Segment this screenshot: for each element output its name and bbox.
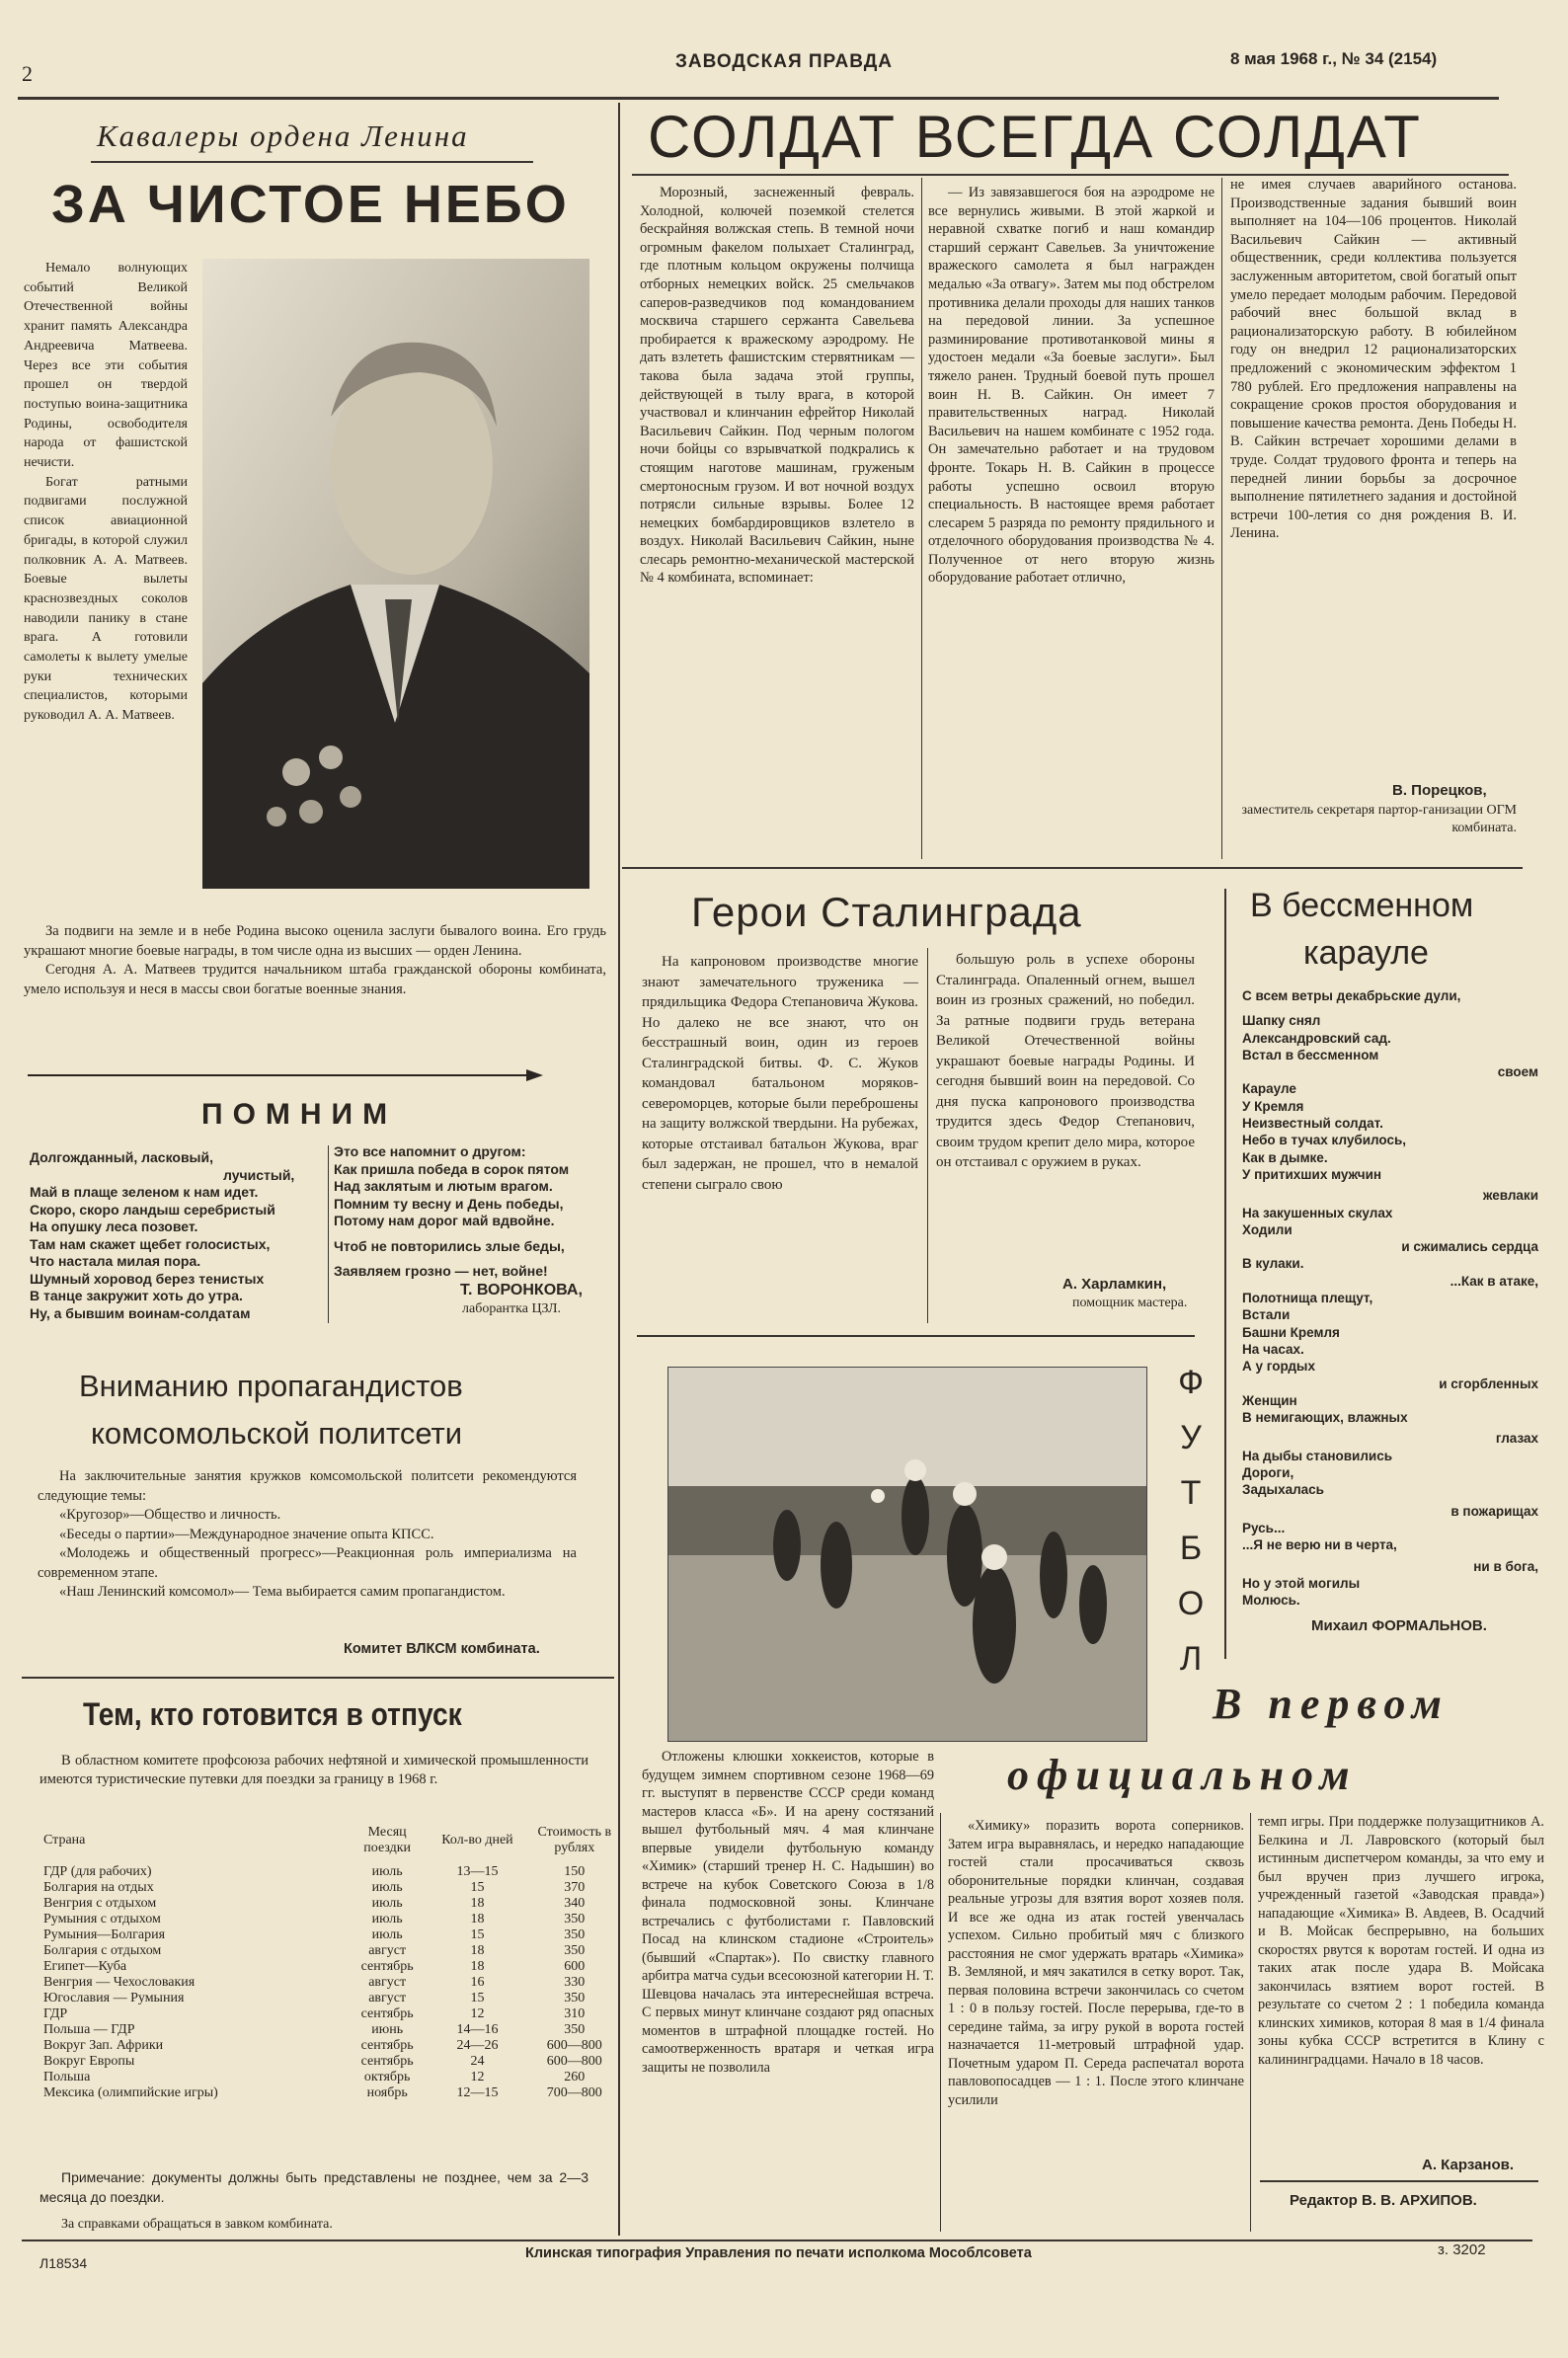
footer-rule	[22, 2240, 1532, 2241]
poem-line: Молюсь.	[1242, 1593, 1300, 1609]
table-row	[39, 2054, 628, 2070]
football-photo	[667, 1367, 1147, 1742]
poem1-author: Т. ВОРОНКОВА,	[460, 1282, 583, 1298]
table-cell-month: сентябрь	[360, 2054, 414, 2069]
table-cell-country: Вокруг Европы	[43, 2054, 135, 2069]
table-row	[39, 1880, 628, 1896]
poem-line: С всем ветры декабрьские дули,	[1242, 988, 1461, 1003]
table-cell-month: июль	[371, 1912, 403, 1926]
football-author: А. Карзанов.	[1422, 2157, 1515, 2173]
poem-line: Шумный хоровод берез тенистых	[30, 1270, 265, 1287]
table-row	[39, 1896, 628, 1912]
table-cell-month: июль	[371, 1927, 403, 1942]
table-cell-cost: 350	[564, 1991, 586, 2005]
table-cell-month: август	[368, 1943, 407, 1958]
propaganda-intro: На заключительные занятия кружков комсомольской политсети рекомендуются следующие темы:	[38, 1468, 577, 1504]
poem-line: Встали	[1242, 1307, 1291, 1323]
propaganda-topic: «Молодежь и общественный прогресс»—Реакционная роль империализма на современном этапе.	[38, 1545, 577, 1581]
poem-line: Это все напомнит о другом:	[334, 1143, 526, 1159]
table-cell-days: 12	[470, 2006, 485, 2021]
table-cell-country: Венгрия с отдыхом	[43, 1896, 157, 1911]
header-issue-date: 8 мая 1968 г., № 34 (2154)	[1230, 49, 1438, 68]
poem-line: Дороги,	[1242, 1465, 1294, 1481]
football-title-line2: официальном	[1007, 1751, 1358, 1799]
article1-para3: За подвиги на земле и в небе Родина высоко оценила заслуги бывалого воина. Его грудь украшают многие боевые награды, в том числе одна из высших — орден Ленина.	[24, 923, 606, 959]
table-row	[39, 1991, 628, 2006]
table-cell-month: ноябрь	[366, 2085, 408, 2100]
soldier-author: В. Порецков,	[1392, 782, 1487, 799]
table-cell-days: 24—26	[456, 2038, 499, 2053]
poem-line: Женщин	[1242, 1392, 1297, 1408]
table-row	[39, 1927, 628, 1943]
table-cell-days: 18	[470, 1896, 485, 1911]
table-cell-cost: 600—800	[546, 2038, 602, 2053]
vacation-note-text	[39, 2168, 588, 2208]
poem-line: Долгожданный, ласковый,	[30, 1149, 214, 1165]
heroes-author-role: помощник мастера.	[1072, 1296, 1188, 1310]
table-row	[39, 2085, 628, 2101]
section-divider	[22, 1677, 614, 1679]
propaganda-topic: «Беседы о партии»—Международное значение опыта КПСС.	[59, 1526, 434, 1542]
football-vertical-letter: Л	[1179, 1640, 1203, 1678]
football-vertical-letter: Т	[1180, 1474, 1202, 1512]
poem-line: Задыхалась	[1242, 1482, 1324, 1498]
table-cell-country: Вокруг Зап. Африки	[43, 2038, 164, 2053]
poem-line	[1242, 1004, 1538, 1012]
poem-line: ни в бога,	[1473, 1558, 1538, 1574]
table-header-days: Кол-во дней	[441, 1833, 513, 1847]
editor-rule	[1260, 2180, 1538, 2182]
kicker-underline	[91, 161, 533, 163]
poem-line: На опушку леса позовет.	[30, 1218, 198, 1234]
section-arrow	[28, 1068, 543, 1082]
poem-line: Башни Кремля	[1242, 1324, 1340, 1340]
soldier-col1: Морозный, заснеженный февраль. Холодной, колючей поземкой стелется бескрайняя волжская степь. В темной ночи огромным факелом полыхает Сталинград, где плотным кольцом окружены полчища отборных немецких войск. 25 смельчаков саперов-разведчиков под командованием москвича старшего сержанта Савельева пробирается к вражескому аэродрому. Не дать взлететь фашистским стервятникам — такова была задача этой группы, действующей в тылу врага, в которой участвовал и клинчанин ефрейтор Николай Васильевич Сайкин. Под черным пологом ночи бойцы со взрывчаткой подкрались к стоящим наготове машинам, груженым смертоносным грузом. И вот ночной воздух потрясли сильные взрывы. Более 12 немецких бомбардировщиков взлетело в воздух. Николай Васильевич Сайкин, ныне слесарь ремонтно-механической мастерской № 4 комбината, вспоминает:	[640, 185, 914, 587]
table-cell-month: август	[368, 1991, 407, 2005]
table-cell-country: Румыния с отдыхом	[43, 1912, 161, 1926]
table-cell-days: 13—15	[456, 1864, 499, 1879]
poem1-col2	[334, 1143, 610, 1281]
poem-line: Как в дымке.	[1242, 1149, 1328, 1165]
table-cell-days: 18	[470, 1912, 485, 1926]
table-cell-country: ГДР (для рабочих)	[43, 1864, 152, 1879]
table-cell-cost: 350	[564, 2022, 586, 2037]
table-cell-days: 15	[470, 1991, 485, 2005]
vacation-table-grid	[39, 1817, 628, 2101]
article1-para4: Сегодня А. А. Матвеев трудится начальником штаба гражданской обороны комбината, умело используя и неся в массы свои богатые военные знания.	[24, 962, 606, 997]
table-row	[39, 2070, 628, 2085]
column-divider	[940, 1813, 941, 2232]
table-cell-cost: 600—800	[546, 2054, 602, 2069]
soldier-col3: не имея случаев аварийного останова. Производственные задания бывший воин выполняет на 104—106 процентов. Николай Васильевич Сайкин — активный общественник, среди коллектива пользуется заслуженным авторитетом, свой богатый опыт умело передает молодым рабочим. Передовой рабочий внес большой вклад в рационализаторскую работу. В юбилейном году он внедрил 12 рационализаторских предложений с экономическим эффектом 1 780 рублей. Его предложения направлены на сокращение сроков простоя оборудования и повышение качества ремонта. День Победы Н. В. Сайкин встречает хорошими делами в труде. Солдат трудового фронта и теперь на передней линии борьбы за досрочное выполнение пятилетнего задания и достойной встречи 100-летия со дня рождения В. И. Ленина.	[1230, 177, 1517, 542]
table-cell-month: июль	[371, 1880, 403, 1895]
table-cell-days: 12	[470, 2070, 485, 2084]
column-divider	[1224, 889, 1226, 1659]
article1-text-narrow	[24, 259, 188, 726]
propaganda-topic: «Наш Ленинский комсомол»— Тема выбирается самим пропагандистом.	[59, 1584, 506, 1600]
table-header-month: Месяц поездки	[363, 1825, 412, 1855]
poem-line: В немигающих, влажных	[1242, 1410, 1408, 1426]
footer-code: Л18534	[39, 2255, 88, 2271]
table-cell-days: 12—15	[456, 2085, 499, 2100]
table-header-cost: Стоимость в рублях	[537, 1825, 612, 1855]
table-cell-country: Польша — ГДР	[43, 2022, 135, 2037]
vacation-contact: За справками обращаться в завком комбината.	[61, 2217, 333, 2232]
poem2-title-line2: карауле	[1303, 934, 1429, 972]
propaganda-title-line2: комсомольской политсети	[91, 1416, 463, 1451]
column-divider	[927, 948, 928, 1323]
poem-line: Полотнища плещут,	[1242, 1291, 1373, 1306]
poem2-lines	[1242, 987, 1538, 1609]
footer-order: з. 3202	[1438, 2241, 1486, 2258]
table-cell-month: июль	[371, 1864, 403, 1879]
table-cell-cost: 600	[564, 1959, 586, 1974]
poem-line: Заявляем грозно — нет, войне!	[334, 1263, 548, 1279]
heroes-col2: большую роль в успехе обороны Сталинграда. Опаленный огнем, вышел воин из грозных сражений, но победил. За ратные подвиги грудь ветерана Великой Отечественной войны украшают боевые награды Родины. И сегодня бывший воин на передовой. Со дня пуска капронового производства трудится здесь Федор Степанович, своим трудом крепит дело мира, которое он отстаивал с оружием в руках.	[936, 952, 1195, 1170]
table-row	[39, 1959, 628, 1975]
table-cell-month: сентябрь	[360, 1959, 414, 1974]
portrait-photo-image	[202, 259, 589, 889]
poem1-author-role: лаборантка ЦЗЛ.	[462, 1301, 561, 1316]
football-col3: темп игры. При поддержке полузащитников А. Белкина и Л. Лавровского (который был истинным диспетчером команды, за что ему и был вручен приз лучшего игрока, учрежденный газетой «Заводская правда») нападающие «Химика» В. Авдеев, В. Осадчий и В. Мойсак беспрерывно, на больших скоростях рвутся к воротам гостей. И одна из таких атак после удара В. Мойсака закончилась взятием ворот гостей. В результате со счетом 2 : 1 победила команда клинских химиков, которая 8 мая в 1/4 финала зоны кубка СССР встретится в Клину с калининградцами. Начало в 18 часов.	[1258, 1814, 1544, 2068]
table-cell-days: 18	[470, 1959, 485, 1974]
article1-text-wide	[24, 922, 606, 999]
poem2-title-line1: В бессменном	[1250, 887, 1474, 924]
propaganda-topic: «Кругозор»—Общество и личность.	[59, 1507, 281, 1523]
table-cell-country: ГДР	[43, 2006, 68, 2021]
poem-line: Помним ту весну и День победы,	[334, 1195, 564, 1212]
poem-line: ...Как в атаке,	[1450, 1273, 1538, 1289]
poem-line: Над заклятым и лютым врагом.	[334, 1178, 553, 1194]
vacation-title: Тем, кто готовится в отпуск	[83, 1696, 462, 1732]
table-cell-country: Болгария с отдыхом	[43, 1943, 162, 1958]
poem-line: в пожарищах	[1450, 1503, 1538, 1519]
column-divider	[1250, 1813, 1251, 2232]
poem-line: У притихших мужчин	[1242, 1166, 1382, 1182]
table-row	[39, 2022, 628, 2038]
vacation-intro-text: В областном комитете профсоюза рабочих нефтяной и химической промышленности имеются туристические путевки для поездки за границу в 1968 г.	[39, 1753, 588, 1787]
poem-line: В танце закружит хоть до утра.	[30, 1288, 243, 1303]
table-row	[39, 1912, 628, 1927]
football-vertical-letter: Ф	[1178, 1364, 1204, 1401]
table-cell-month: сентябрь	[360, 2006, 414, 2021]
poem2-author: Михаил ФОРМАЛЬНОВ.	[1311, 1617, 1487, 1634]
table-cell-cost: 700—800	[546, 2085, 602, 2100]
editor-credit: Редактор В. В. АРХИПОВ.	[1290, 2192, 1477, 2209]
poem-line: В кулаки.	[1242, 1256, 1304, 1272]
table-row	[39, 2006, 628, 2022]
poem-line: Скоро, скоро ландыш серебристый	[30, 1201, 275, 1218]
soldier-title: СОЛДАТ ВСЕГДА СОЛДАТ	[648, 104, 1422, 170]
header-page-number: 2	[22, 61, 33, 86]
section-divider	[637, 1335, 1195, 1337]
vacation-table	[39, 1817, 628, 2101]
poem-line: глазах	[1495, 1431, 1538, 1447]
table-cell-days: 24	[470, 2054, 485, 2069]
table-cell-month: июль	[371, 1896, 403, 1911]
table-cell-days: 14—16	[456, 2022, 499, 2037]
soldier-author-role: заместитель секретаря партор-ганизации ОГМ комбината.	[1241, 803, 1517, 835]
table-cell-month: октябрь	[363, 2070, 411, 2084]
table-cell-month: сентябрь	[360, 2038, 414, 2053]
poem-line: На закушенных скулах	[1242, 1205, 1393, 1220]
poem-line: Май в плаще зеленом к нам идет.	[30, 1184, 259, 1200]
poem-line: У Кремля	[1242, 1098, 1304, 1114]
propaganda-text	[38, 1467, 577, 1603]
poem-line: Небо в тучах клубилось,	[1242, 1133, 1407, 1148]
table-header-country: Страна	[43, 1833, 86, 1847]
table-cell-cost: 340	[564, 1896, 586, 1911]
table-cell-cost: 330	[564, 1975, 586, 1990]
table-row	[39, 1943, 628, 1959]
article1-para2: Богат ратными подвигами послужной список авиационной бригады, в которой служил полковник А. А. Матвеев. Боевые вылеты краснозвездных соколов наводили панику в стане врага. А готовили самолеты к вылету умелые руки технических специалистов, которыми руководил А. А. Матвеев.	[24, 474, 188, 724]
header-newspaper-name: ЗАВОДСКАЯ ПРАВДА	[674, 51, 894, 72]
table-row	[39, 2038, 628, 2054]
table-cell-month: август	[368, 1975, 407, 1990]
heroes-author: А. Харламкин,	[1062, 1276, 1167, 1293]
table-cell-days: 15	[470, 1880, 485, 1895]
poem-line: лучистый,	[223, 1166, 295, 1183]
poem-line: А у гордых	[1242, 1359, 1315, 1375]
poem-line: жевлаки	[1482, 1188, 1538, 1204]
table-cell-country: Египет—Куба	[43, 1959, 127, 1974]
table-row	[39, 1864, 628, 1880]
footer-printer: Клинская типография Управления по печати исполкома Мособлсовета	[525, 2245, 1032, 2261]
section-divider	[622, 867, 1523, 869]
table-cell-country: Югославия — Румыния	[43, 1991, 185, 2005]
football-vertical-letter: О	[1177, 1585, 1205, 1622]
football-vertical-letter: Б	[1179, 1530, 1203, 1567]
poem-line: На часах.	[1242, 1341, 1304, 1357]
poem-line: и сжимались сердца	[1401, 1239, 1538, 1255]
propaganda-signature: Комитет ВЛКСМ комбината.	[344, 1641, 540, 1657]
poem-line: Александровский сад.	[1242, 1030, 1391, 1046]
article-title: ЗА ЧИСТОЕ НЕБО	[51, 175, 570, 234]
vacation-intro	[39, 1752, 588, 1789]
table-cell-country: Румыния—Болгария	[43, 1927, 166, 1942]
football-col2: «Химику» поразить ворота соперников. Затем игра выравнялась, и нередко нападающие гостей стали просачиваться сквозь оборонительные порядки клинчан, создавая реальные угрозы для взятия ворот хозяев поля. И все же одна из атак гостей увенчалась успехом. Сильно пробитый мяч с близкого расстояния не смог удержать вратарь «Химика» В. Земляной, и мяч закатился в сетку ворот. Так, первая половина встречи закончилась со счетом 1 : 0 в пользу гостей. После перерыва, где-то в середине тайма, за игру рукой в ворота гостей назначается 11-метровый штрафной удар. Почетным ударом П. Середа распечатал ворота павловопосадцев — 1 : 1. После этого клинчане усилили	[948, 1818, 1244, 2108]
soldier-col2: — Из завязавшегося боя на аэродроме не все вернулись живыми. В этой жаркой и неравной схватке погиб и наш командир старший сержант Савельев. За уничтожение вражеского самолета я был награжден медалью «За отвагу». Затем мы под обстрелом противника делали проходы для наших танков на передовой линии. За успешное разминирование противотанковой мины я удостоен медали «За боевые заслуги». Был тяжело ранен. Трудный боевой путь прошел воин Н. В. Сайкин. Он имеет 7 правительственных наград. Николай Васильевич на нашем комбинате с 1952 года. Он замечательно работает и на трудовом фронте. Токарь Н. В. Сайкин в процессе работы успешно освоил вторую специальность. В настоящее время работает слесарем 5 разряда по ремонту прядильного и отделочного оборудования производства № 4. Полученное от него вторую жизнь оборудование работает отлично,	[928, 185, 1215, 587]
portrait-photo	[202, 259, 589, 889]
poem1-col1	[30, 1149, 326, 1322]
poem-line: и сгорбленных	[1439, 1376, 1538, 1391]
poem-line: Неизвестный солдат.	[1242, 1116, 1383, 1132]
heroes-col1: На капроновом производстве многие знают замечательного труженика — прядильщика Федора Степановича Жукова. Но далеко не все знают, что он бесстрашный воин, один из героев Сталинградской битвы. Ф. С. Жуков командовал батальоном моряков-североморцев, которые были переброшены на защиту волжской твердыни. На рубежах, которые отстаивал батальон Жукова, враг был задержан, не прошел, что в немалой степени сыграло свою	[642, 954, 918, 1193]
table-cell-cost: 350	[564, 1927, 586, 1942]
heroes-title: Герои Сталинграда	[691, 889, 1082, 935]
poem-line: На дыбы становились	[1242, 1448, 1393, 1463]
football-photo-image	[668, 1368, 1146, 1741]
poem-line: Русь...	[1242, 1520, 1286, 1535]
poem-line: Как пришла победа в сорок пятом	[334, 1160, 570, 1177]
table-cell-cost: 310	[564, 2006, 586, 2021]
football-title-line1: В первом	[1213, 1680, 1450, 1728]
table-cell-cost: 150	[564, 1864, 586, 1879]
poem-line: своем	[1497, 1064, 1538, 1080]
table-cell-cost: 350	[564, 1912, 586, 1926]
table-cell-country: Польша	[43, 2070, 91, 2084]
table-cell-country: Венгрия — Чехословакия	[43, 1975, 196, 1990]
vacation-note	[39, 2168, 588, 2234]
poem-line: Карауле	[1242, 1081, 1296, 1097]
poem-line: Потому нам дорог май вдвойне.	[334, 1213, 555, 1228]
article1-para1: Немало волнующих событий Великой Отечественной войны хранит память Александра Андреевича Матвеева. Через все эти события прошел он твердой поступью воина-защитника Родины, освободителя народа от фашистской нечисти.	[24, 261, 188, 471]
table-cell-days: 18	[470, 1943, 485, 1958]
poem-line: Ну, а бывшим воинам-солдатам	[30, 1304, 251, 1321]
poem-line: Встал в бессменном	[1242, 1047, 1379, 1062]
article-kicker: Кавалеры ордена Ленина	[97, 118, 469, 153]
table-cell-cost: 370	[564, 1880, 586, 1895]
poem-line: Там нам скажет щебет голосистых,	[30, 1235, 271, 1252]
table-cell-cost: 260	[564, 2070, 586, 2084]
poem-line: Что настала милая пора.	[30, 1253, 201, 1269]
column-divider	[1221, 178, 1222, 859]
propaganda-title-line1: Вниманию пропагандистов	[79, 1369, 463, 1403]
poem-line: ...Я не верю ни в черта,	[1242, 1537, 1397, 1553]
table-row	[39, 1975, 628, 1991]
table-cell-days: 16	[470, 1975, 485, 1990]
header-rule	[18, 97, 1499, 100]
table-cell-month: июнь	[371, 2022, 404, 2037]
vacation-note-body: Примечание: документы должны быть представлены не позднее, чем за 2—3 месяца до поездки.	[39, 2169, 588, 2205]
column-divider	[921, 178, 922, 859]
table-cell-days: 15	[470, 1927, 485, 1942]
poem1-title: ПОМНИМ	[201, 1098, 398, 1131]
poem-line: Но у этой могилы	[1242, 1575, 1361, 1591]
table-header-row	[39, 1817, 628, 1864]
table-cell-country: Болгария на отдых	[43, 1880, 154, 1895]
football-vertical-letter: У	[1180, 1419, 1202, 1456]
poem-line: Ходили	[1242, 1221, 1293, 1237]
table-cell-country: Мексика (олимпийские игры)	[43, 2085, 218, 2100]
poem-line: Чтоб не повторились злые беды,	[334, 1237, 565, 1254]
football-vertical-title	[1171, 1355, 1211, 1687]
table-body	[39, 1864, 628, 2101]
poem-column-divider	[328, 1145, 329, 1323]
table-cell-cost: 350	[564, 1943, 586, 1958]
football-col1: Отложены клюшки хоккеистов, которые в будущем зимнем спортивном сезоне 1968—69 гг. выступят в первенстве СССР среди команд мастеров класса «Б». И на арену состязаний вышел футбольный мяч. 4 мая клинчане впервые увидели футбольную команду «Химик» (старший тренер Н. С. Надышин) во встрече на кубок Советского Союза в 1/8 финала подмосковной зоны. Клинчане встречались с футболистами г. Павловский Посад на клинском стадионе «Строитель» (бывший «Спартак»). По свистку главного арбитра матча судьи всесоюзной категории Н. Т. Шевцова началась эта интереснейшая встреча. С первых минут клинчане создают ряд опасных моментов в штрафной площадке гостей. Но самоотверженность вратаря и четкая игра защиты не позволила	[642, 1749, 934, 2076]
poem-line: Шапку снял	[1242, 1013, 1321, 1029]
